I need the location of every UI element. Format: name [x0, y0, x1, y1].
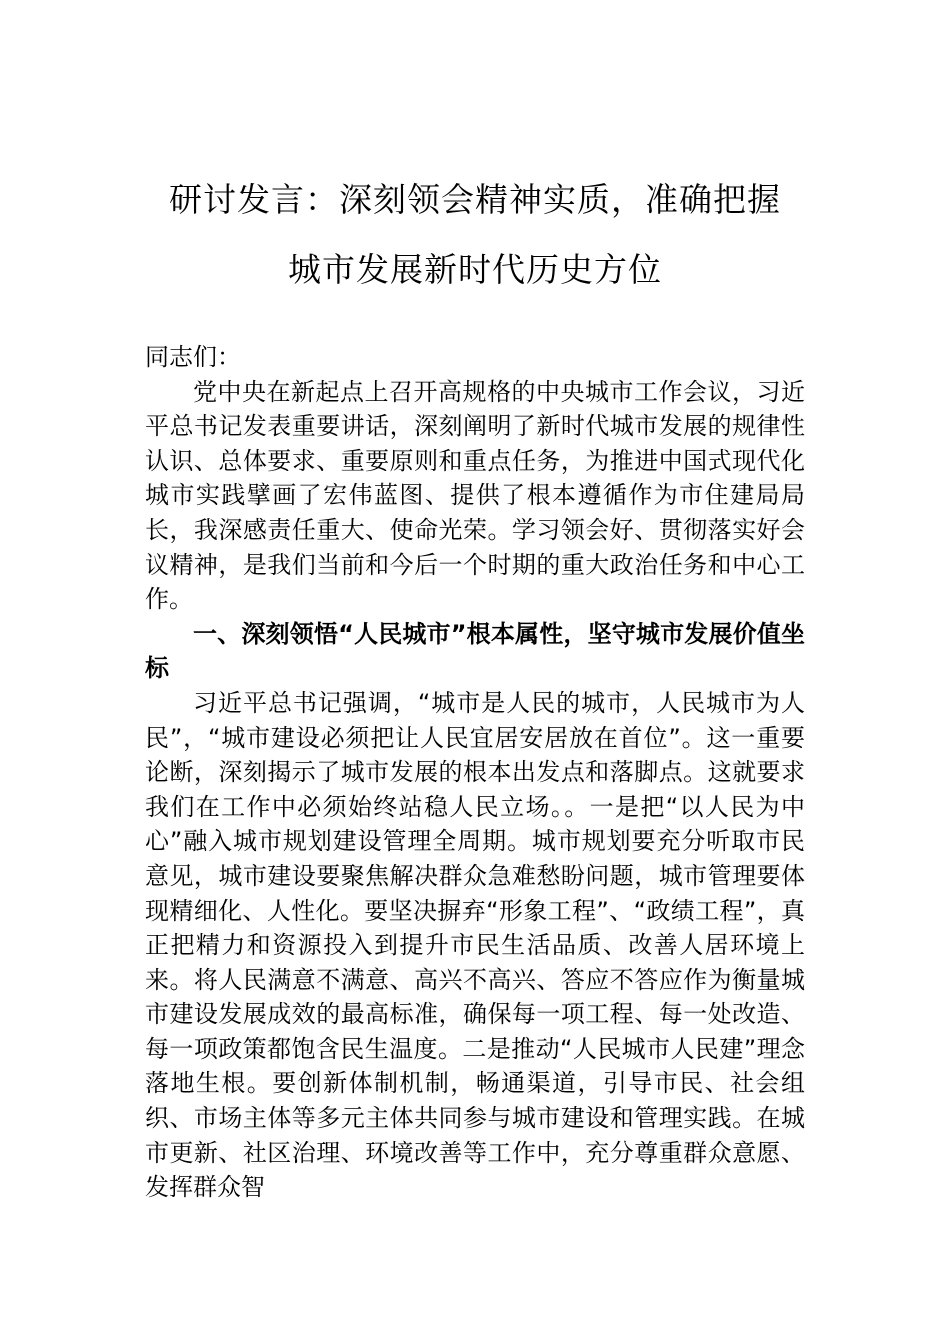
document-title-line-2: 城市发展新时代历史方位 [288, 250, 662, 289]
paragraph-intro: 党中央在新起点上召开高规格的中央城市工作会议，习近平总书记发表重要讲话，深刻阐明了新时代城市发展的规律性认识、总体要求、重要原则和重点任务，为推进中国式现代化城市实践擘画了宏伟蓝图、提供了根本遵循作为市住建局局长，我深感责任重大、使命光荣。学习领会好、贯彻落实好会议精神，是我们当前和今后一个时期的重大政治任务和中心工作。 [145, 377, 805, 614]
paragraph-section-1: 习近平总书记强调，“城市是人民的城市，人民城市为人民”，“城市建设必须把让人民宜居安居放在首位”。这一重要论断，深刻揭示了城市发展的根本出发点和落脚点。这就要求我们在工作中必须始终站稳人民立场。。一是把“以人民为中心”融入城市规划建设管理全周期。城市规划要充分听取市民意见，城市建设要聚焦解决群众急难愁盼问题，城市管理要体现精细化、人性化。要坚决摒弃“形象工程”、“政绩工程”，真正把精力和资源投入到提升市民生活品质、改善人居环境上来。将人民满意不满意、高兴不高兴、答应不答应作为衡量城市建设发展成效的最高标准，确保每一项工程、每一处改造、每一项政策都饱含民生温度。二是推动“人民城市人民建”理念落地生根。要创新体制机制，畅通渠道，引导市民、社会组织、市场主体等多元主体共同参与城市建设和管理实践。在城市更新、社区治理、环境改善等工作中，充分尊重群众意愿、发挥群众智 [145, 688, 805, 1202]
document-body [145, 340, 805, 1205]
salutation: 同志们： [145, 343, 241, 371]
document-title-line-1: 研讨发言：深刻领会精神实质，准确把握 [169, 180, 781, 219]
section-heading-1: 一、深刻领悟“人民城市”根本属性，坚守城市发展价值坐标 [145, 619, 805, 683]
